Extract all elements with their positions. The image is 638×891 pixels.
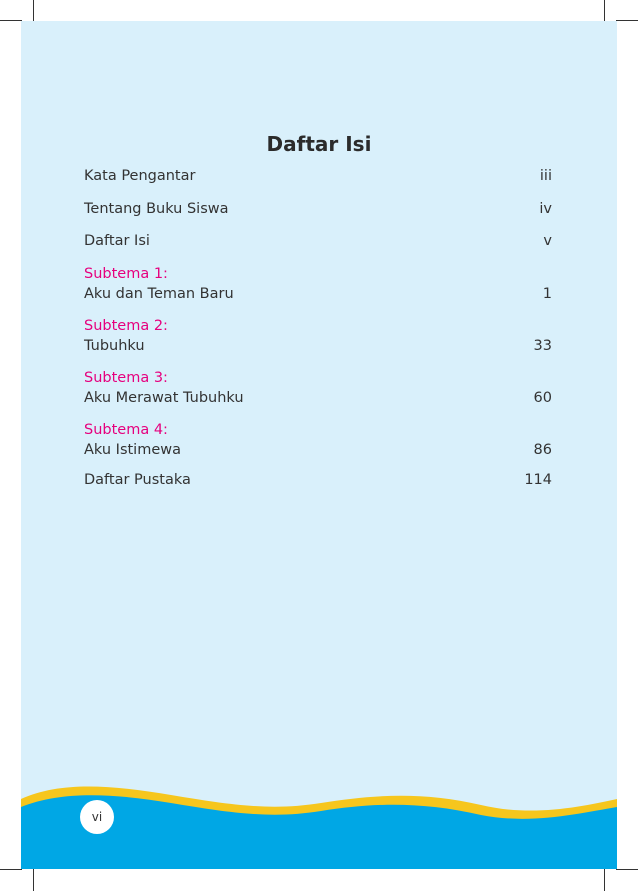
crop-mark — [0, 869, 22, 870]
toc-entry-label: Tentang Buku Siswa — [84, 201, 229, 217]
toc-entry-page: 33 — [533, 338, 552, 354]
subtema-heading: Subtema 1: — [84, 266, 168, 282]
toc-entry-page: v — [543, 233, 552, 249]
toc-entry-label: Kata Pengantar — [84, 168, 196, 184]
toc-entry-page: 86 — [533, 442, 552, 458]
toc-entry-label: Aku Istimewa — [84, 442, 182, 458]
toc-entry-page: iv — [539, 201, 552, 217]
toc-entry-label: Aku Merawat Tubuhku — [84, 390, 244, 406]
crop-mark — [0, 20, 22, 21]
toc-entry-page: 114 — [524, 472, 552, 488]
toc-entry-page: iii — [539, 168, 552, 184]
toc-entry-label: Daftar Isi — [84, 233, 150, 249]
toc-entry-label: Aku dan Teman Baru — [84, 286, 234, 302]
crop-mark — [33, 869, 34, 891]
page-title: Daftar Isi — [266, 132, 372, 156]
page-number-badge — [80, 800, 114, 834]
toc-entry-label: Tubuhku — [84, 338, 145, 354]
crop-mark — [33, 0, 34, 22]
subtema-heading: Subtema 4: — [84, 422, 168, 438]
subtema-heading: Subtema 3: — [84, 370, 168, 386]
page-number: vi — [91, 810, 103, 824]
toc-entry-page: 60 — [533, 390, 552, 406]
crop-mark — [616, 869, 638, 870]
toc-entry-label: Daftar Pustaka — [84, 472, 191, 488]
crop-mark — [616, 20, 638, 21]
toc-entry-page: 1 — [542, 286, 552, 302]
book-page — [21, 21, 617, 869]
footer-wave — [21, 21, 617, 869]
crop-mark — [604, 869, 605, 891]
crop-mark — [604, 0, 605, 22]
subtema-heading: Subtema 2: — [84, 318, 168, 334]
